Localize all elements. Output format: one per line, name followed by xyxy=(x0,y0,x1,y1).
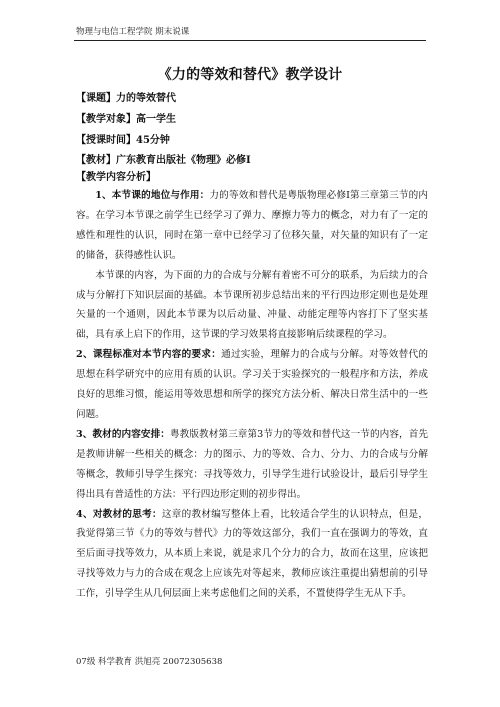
section-text: 通过实验，理解力的合成与分解。对等效替代的思想在科学研究中的应用有质的认识。学习关于实验探究的一般程序和方法，养成良好的思维习惯，能运用等效思想和所学的探究方法分析、解决日常生活中的一些问题。 xyxy=(76,349,428,420)
meta-topic: 【课题】力的等效替代 xyxy=(76,93,176,104)
section-text: 这章的教材编写整体上看，比较适合学生的认识特点，但是，我觉得第三节《力的等效与替代》力的等效这部分，我们一直在强调力的等效，直至后面寻找等效力，从本质上来说，就是求几个分力的合力，故而在这里，应该把寻找等效力与力的合成在观念上应该先对等起来，教师应该注重提出猜想前的引导工作，引导学生从几何层面上来考虑他们之间的关系，不置使得学生无从下手。 xyxy=(76,508,429,600)
section-text: 本节课的内容，为下面的力的合成与分解有着密不可分的联系，为后续力的合成与分解打下知识层面的基础。本节课所初步总结出来的平行四边形定则也是处理矢量的一个通则，因此本节课为以后动量、冲量、动能定理等内容打下了坚实基础，具有承上启下的作用，这节课的学习效果将直接影响后续课程的学习。 xyxy=(76,269,428,341)
page-footer: 07级 科学教育 洪旭亮 20072305638 xyxy=(76,657,223,667)
section-paragraph xyxy=(76,505,428,605)
section-paragraph xyxy=(76,266,428,346)
page-header: 物理与电信工程学院 期末说课 xyxy=(76,27,190,37)
section-paragraph xyxy=(76,186,428,266)
meta-textbook: 【教材】广东教育出版社《物理》必修Ⅰ xyxy=(76,155,251,166)
section-paragraph xyxy=(76,345,428,425)
document-body xyxy=(76,186,428,604)
meta-audience: 【教学对象】高一学生 xyxy=(76,114,176,125)
section-lead: 1、本节课的地位与作用： xyxy=(95,190,210,201)
section-paragraph xyxy=(76,425,428,505)
document-title: 《力的等效和替代》教学设计 xyxy=(157,67,343,83)
section-lead: 2、课程标准对本节内容的要求： xyxy=(76,349,222,361)
section-text: 粤教版教材第三章第3节力的等效和替代这一节的内容，首先是教师讲解一些相关的概念：力的图示、力的等效、合力、分力、力的合成与分解等概念，教师引导学生探究：寻找等效力，引导学生进行试验设计，最后引导学生得出具有普适性的方法：平行四边形定则的初步得出。 xyxy=(76,428,428,500)
section-text: 力的等效和替代是粤版物理必修Ⅰ第三章第三节的内容。在学习本节课之前学生已经学习了弹力、摩擦力等力的概念，对力有了一定的感性和理性的认识，同时在第一章中已经学习了位移矢量，对矢量的知识有了一定的储备，获得感性认识。 xyxy=(76,190,428,261)
meta-content-analysis-heading: 【教学内容分析】 xyxy=(76,172,156,183)
meta-duration: 【授课时间】45分钟 xyxy=(76,135,170,146)
section-lead: 4、对教材的思考： xyxy=(76,508,162,520)
header-divider xyxy=(74,40,426,41)
section-lead: 3、教材的内容安排： xyxy=(76,428,170,440)
